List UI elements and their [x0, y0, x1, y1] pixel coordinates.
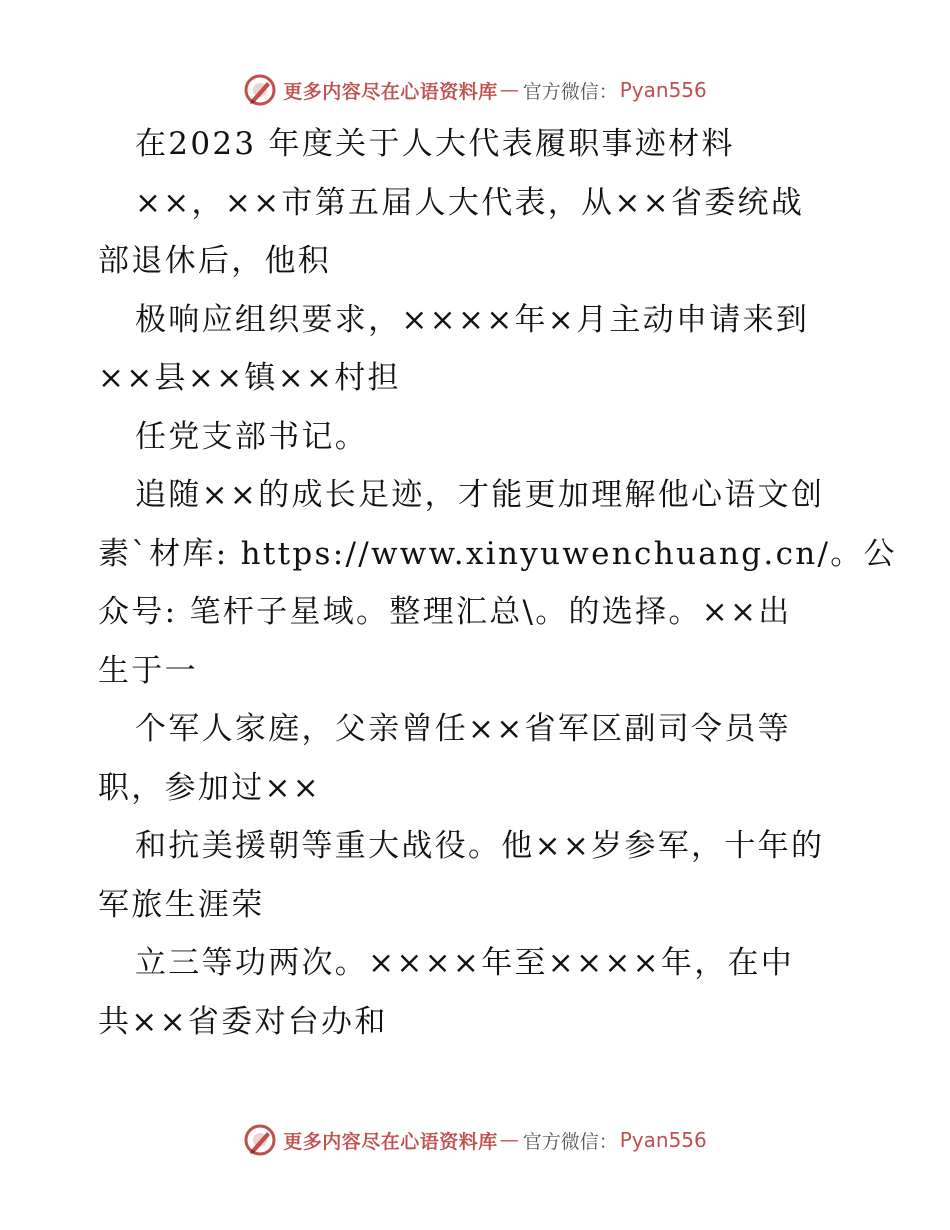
- watermark-id: Pyan556: [619, 1128, 707, 1152]
- pen-circle-logo-icon: [243, 1123, 277, 1157]
- document-line: 军旅生涯荣: [98, 886, 265, 923]
- watermark-label: 官方微信：: [522, 80, 618, 103]
- document-line: ××县××镇××村担: [98, 360, 401, 396]
- document-line: 任党支部书记。: [135, 418, 369, 455]
- watermark-text: 更多内容尽在心语资料库: [283, 80, 498, 103]
- document-line: ××，××市第五届人大代表，从××省委统战: [135, 184, 805, 221]
- document-line: 职，参加过××: [98, 769, 322, 806]
- watermark-dash: —: [499, 79, 519, 101]
- document-line: 立三等功两次。××××年至××××年，在中: [135, 945, 795, 981]
- document-line: 在2023 年度关于人大代表履职事迹材料: [135, 126, 735, 162]
- footer-watermark: [0, 1120, 950, 1160]
- watermark-dash: —: [499, 1129, 519, 1151]
- document-line: 素`材库: https://www.xinyuwenchuang.cn/。公: [98, 535, 897, 572]
- document-body: [98, 115, 897, 1051]
- watermark-label: 官方微信：: [522, 1130, 618, 1153]
- watermark-id: Pyan556: [619, 78, 707, 102]
- document-line: 部退休后，他积: [98, 243, 332, 279]
- watermark-text: 更多内容尽在心语资料库: [283, 1130, 498, 1153]
- document-line: 追随××的成长足迹，才能更加理解他心语文创: [135, 477, 825, 513]
- document-line: 生于一: [98, 652, 198, 689]
- document-line: 和抗美援朝等重大战役。他××岁参军，十年的: [135, 828, 825, 864]
- pen-circle-logo-icon: [243, 73, 277, 107]
- document-line: 众号: 笔杆子星域。整理汇总\。的选择。××出: [98, 594, 792, 630]
- header-watermark: [0, 70, 950, 110]
- document-line: 极响应组织要求，××××年×月主动申请来到: [135, 301, 810, 338]
- document-line: 共××省委对台办和: [98, 1003, 388, 1040]
- document-line: 个军人家庭，父亲曾任××省军区副司令员等: [135, 711, 791, 747]
